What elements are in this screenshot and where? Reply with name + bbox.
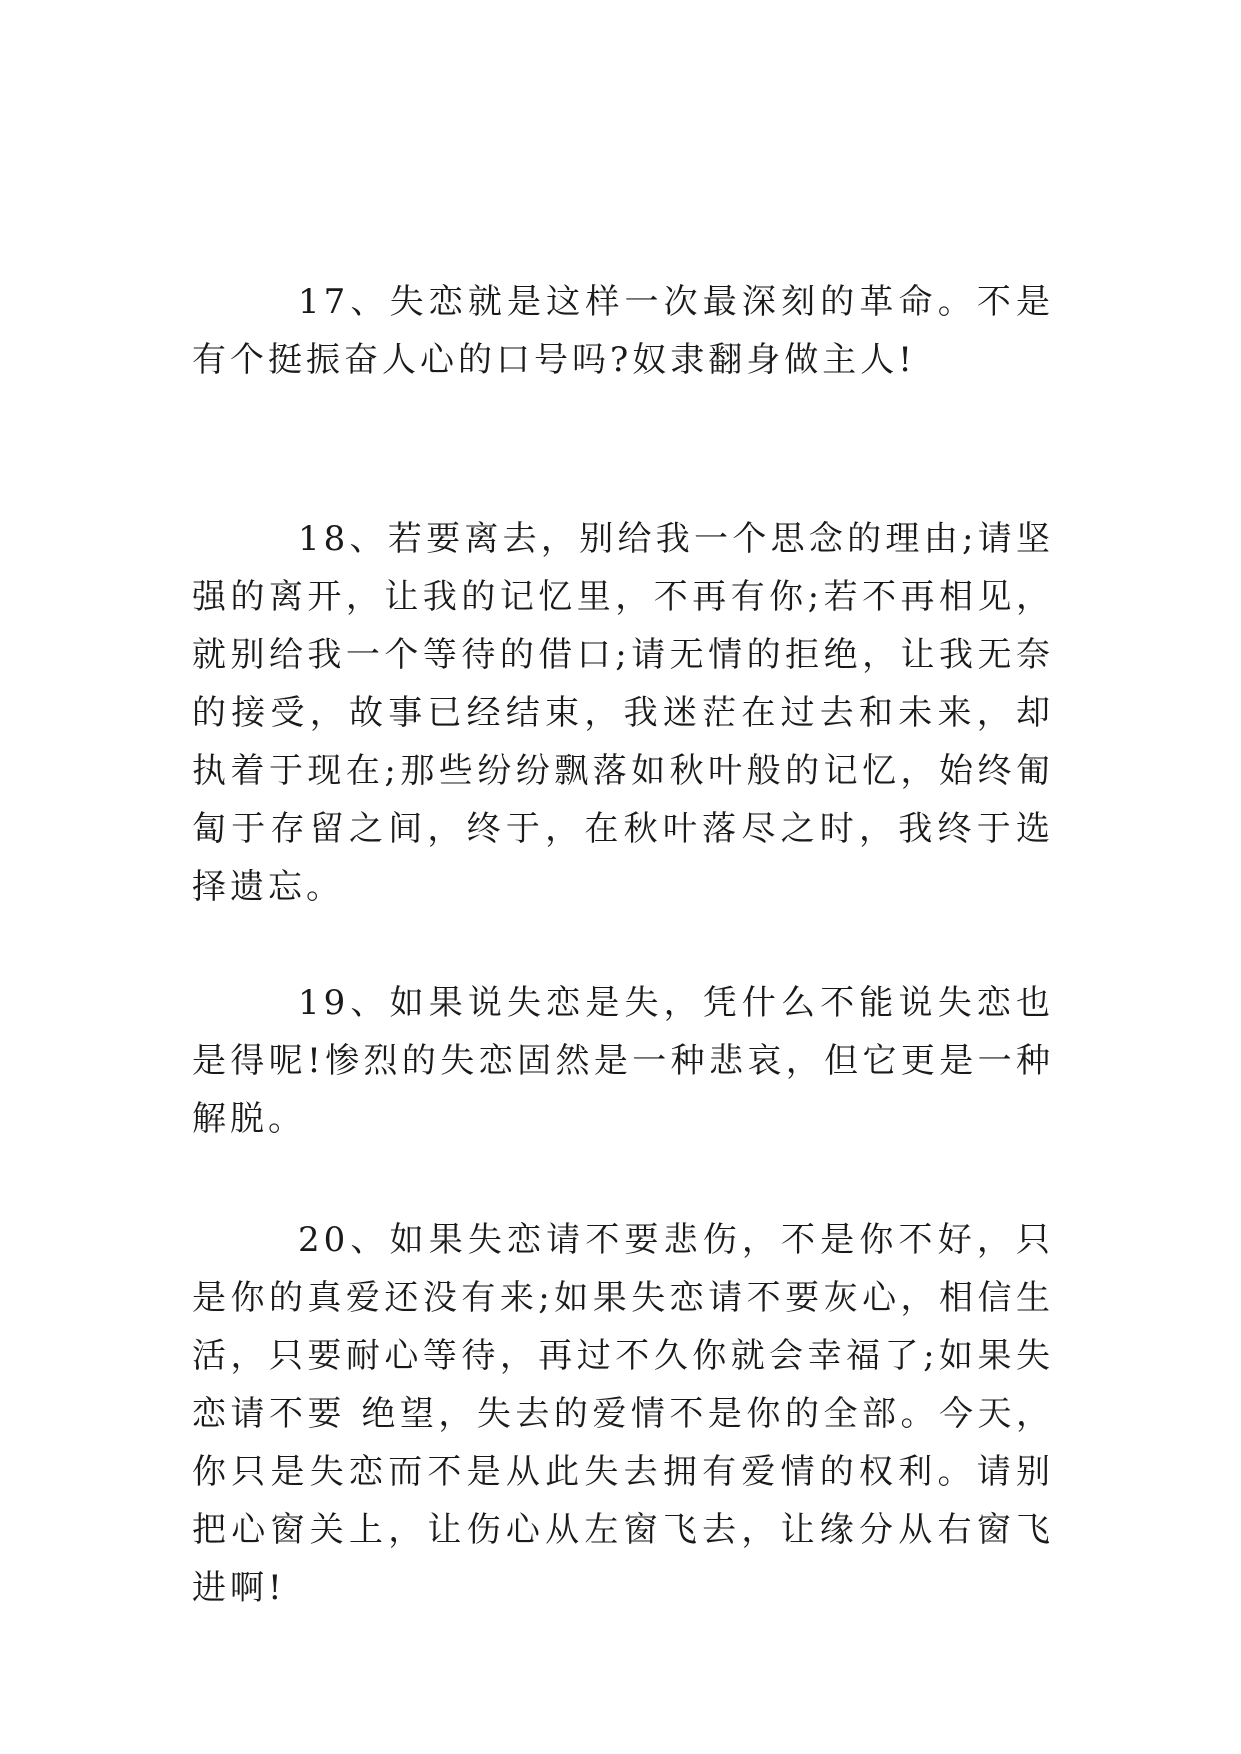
paragraph-18: 18、若要离去，别给我一个思念的理由;请坚强的离开，让我的记忆里，不再有你;若不再相见，就别给我一个等待的借口;请无情的拒绝，让我无奈的接受，故事已经结束，我迷茫在过去和未来，却执着于现在;那些纷纷飘落如秋叶般的记忆，始终匍匐于存留之间，终于，在秋叶落尽之时，我终于选择遗忘。	[192, 519, 1054, 907]
paragraph-19: 19、如果说失恋是失，凭什么不能说失恋也是得呢!惨烈的失恋固然是一种悲哀，但它更是一种解脱。	[192, 983, 1054, 1139]
paragraph-20: 20、如果失恋请不要悲伤，不是你不好，只是你的真爱还没有来;如果失恋请不要灰心，相信生活，只要耐心等待，再过不久你就会幸福了;如果失恋请不要 绝望，失去的爱情不是你的全部。今天，你只是失恋而不是从此失去拥有爱情的权利。请别把心窗关上，让伤心从左窗飞去，让缘分从右窗飞进啊!	[192, 1220, 1054, 1608]
paragraph-17: 17、失恋就是这样一次最深刻的革命。不是有个挺振奋人心的口号吗?奴隶翻身做主人!	[192, 282, 1054, 380]
